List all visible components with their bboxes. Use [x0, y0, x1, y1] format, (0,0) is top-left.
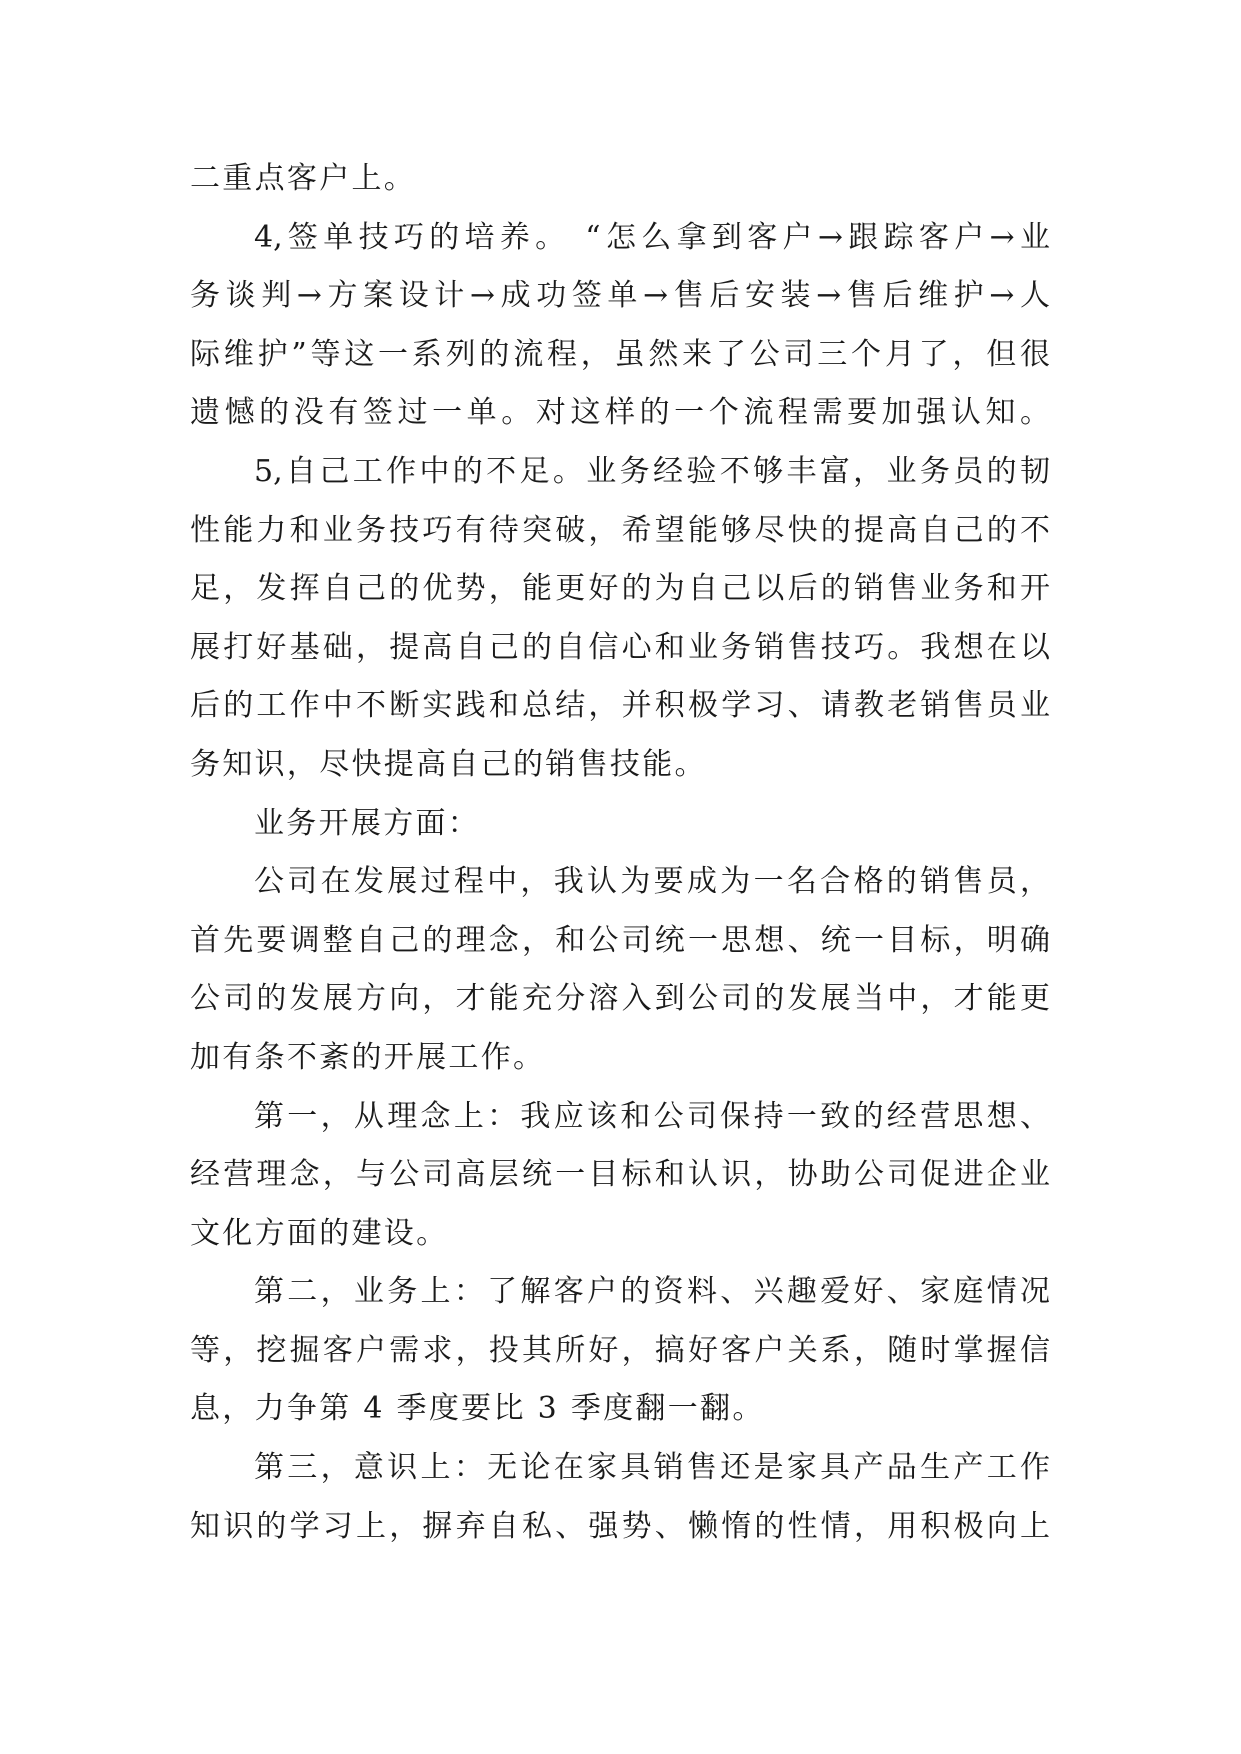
text-line: 第一，从理念上：我应该和公司保持一致的经营思想、	[254, 1098, 1050, 1134]
text-line: 遗憾的没有签过一单。对这样的一个流程需要加强认知。	[190, 395, 1050, 431]
text-line: 公司在发展过程中，我认为要成为一名合格的销售员，	[254, 864, 1050, 900]
text-line: 展打好基础，提高自己的自信心和业务销售技巧。我想在以	[190, 629, 1050, 665]
text-line: 4,签单技巧的培养。 “怎么拿到客户→跟踪客户→业	[254, 219, 1050, 255]
text-line: 性能力和业务技巧有待突破，希望能够尽快的提高自己的不	[190, 512, 1050, 548]
text-line: 首先要调整自己的理念，和公司统一思想、统一目标，明确	[190, 922, 1050, 958]
text-line: 加有条不紊的开展工作。	[190, 1039, 546, 1075]
text-line: 文化方面的建设。	[190, 1215, 449, 1251]
text-line: 公司的发展方向，才能充分溶入到公司的发展当中，才能更	[190, 981, 1050, 1017]
text-line: 第二，业务上：了解客户的资料、兴趣爱好、家庭情况	[254, 1274, 1050, 1310]
text-line: 际维护”等这一系列的流程，虽然来了公司三个月了，但很	[190, 336, 1050, 372]
text-line: 第三，意识上：无论在家具销售还是家具产品生产工作	[254, 1450, 1050, 1486]
text-line: 经营理念，与公司高层统一目标和认识，协助公司促进企业	[190, 1157, 1050, 1193]
text-line: 业务开展方面：	[254, 805, 481, 841]
text-line: 5,自己工作中的不足。业务经验不够丰富，业务员的韧	[254, 453, 1050, 489]
text-line: 息，力争第 4 季度要比 3 季度翻一翻。	[190, 1391, 765, 1427]
text-line: 务知识，尽快提高自己的销售技能。	[190, 746, 707, 782]
text-line: 二重点客户上。	[190, 161, 417, 196]
text-line: 后的工作中不断实践和总结，并积极学习、请教老销售员业	[190, 688, 1050, 724]
text-line: 等，挖掘客户需求，投其所好，搞好客户关系，随时掌握信	[190, 1332, 1050, 1368]
text-line: 足，发挥自己的优势，能更好的为自己以后的销售业务和开	[190, 571, 1050, 607]
text-line: 务谈判→方案设计→成功签单→售后安装→售后维护→人	[190, 278, 1050, 314]
document-page	[190, 150, 1050, 1556]
text-line: 知识的学习上，摒弃自私、强势、懒惰的性情，用积极向上	[190, 1508, 1050, 1544]
